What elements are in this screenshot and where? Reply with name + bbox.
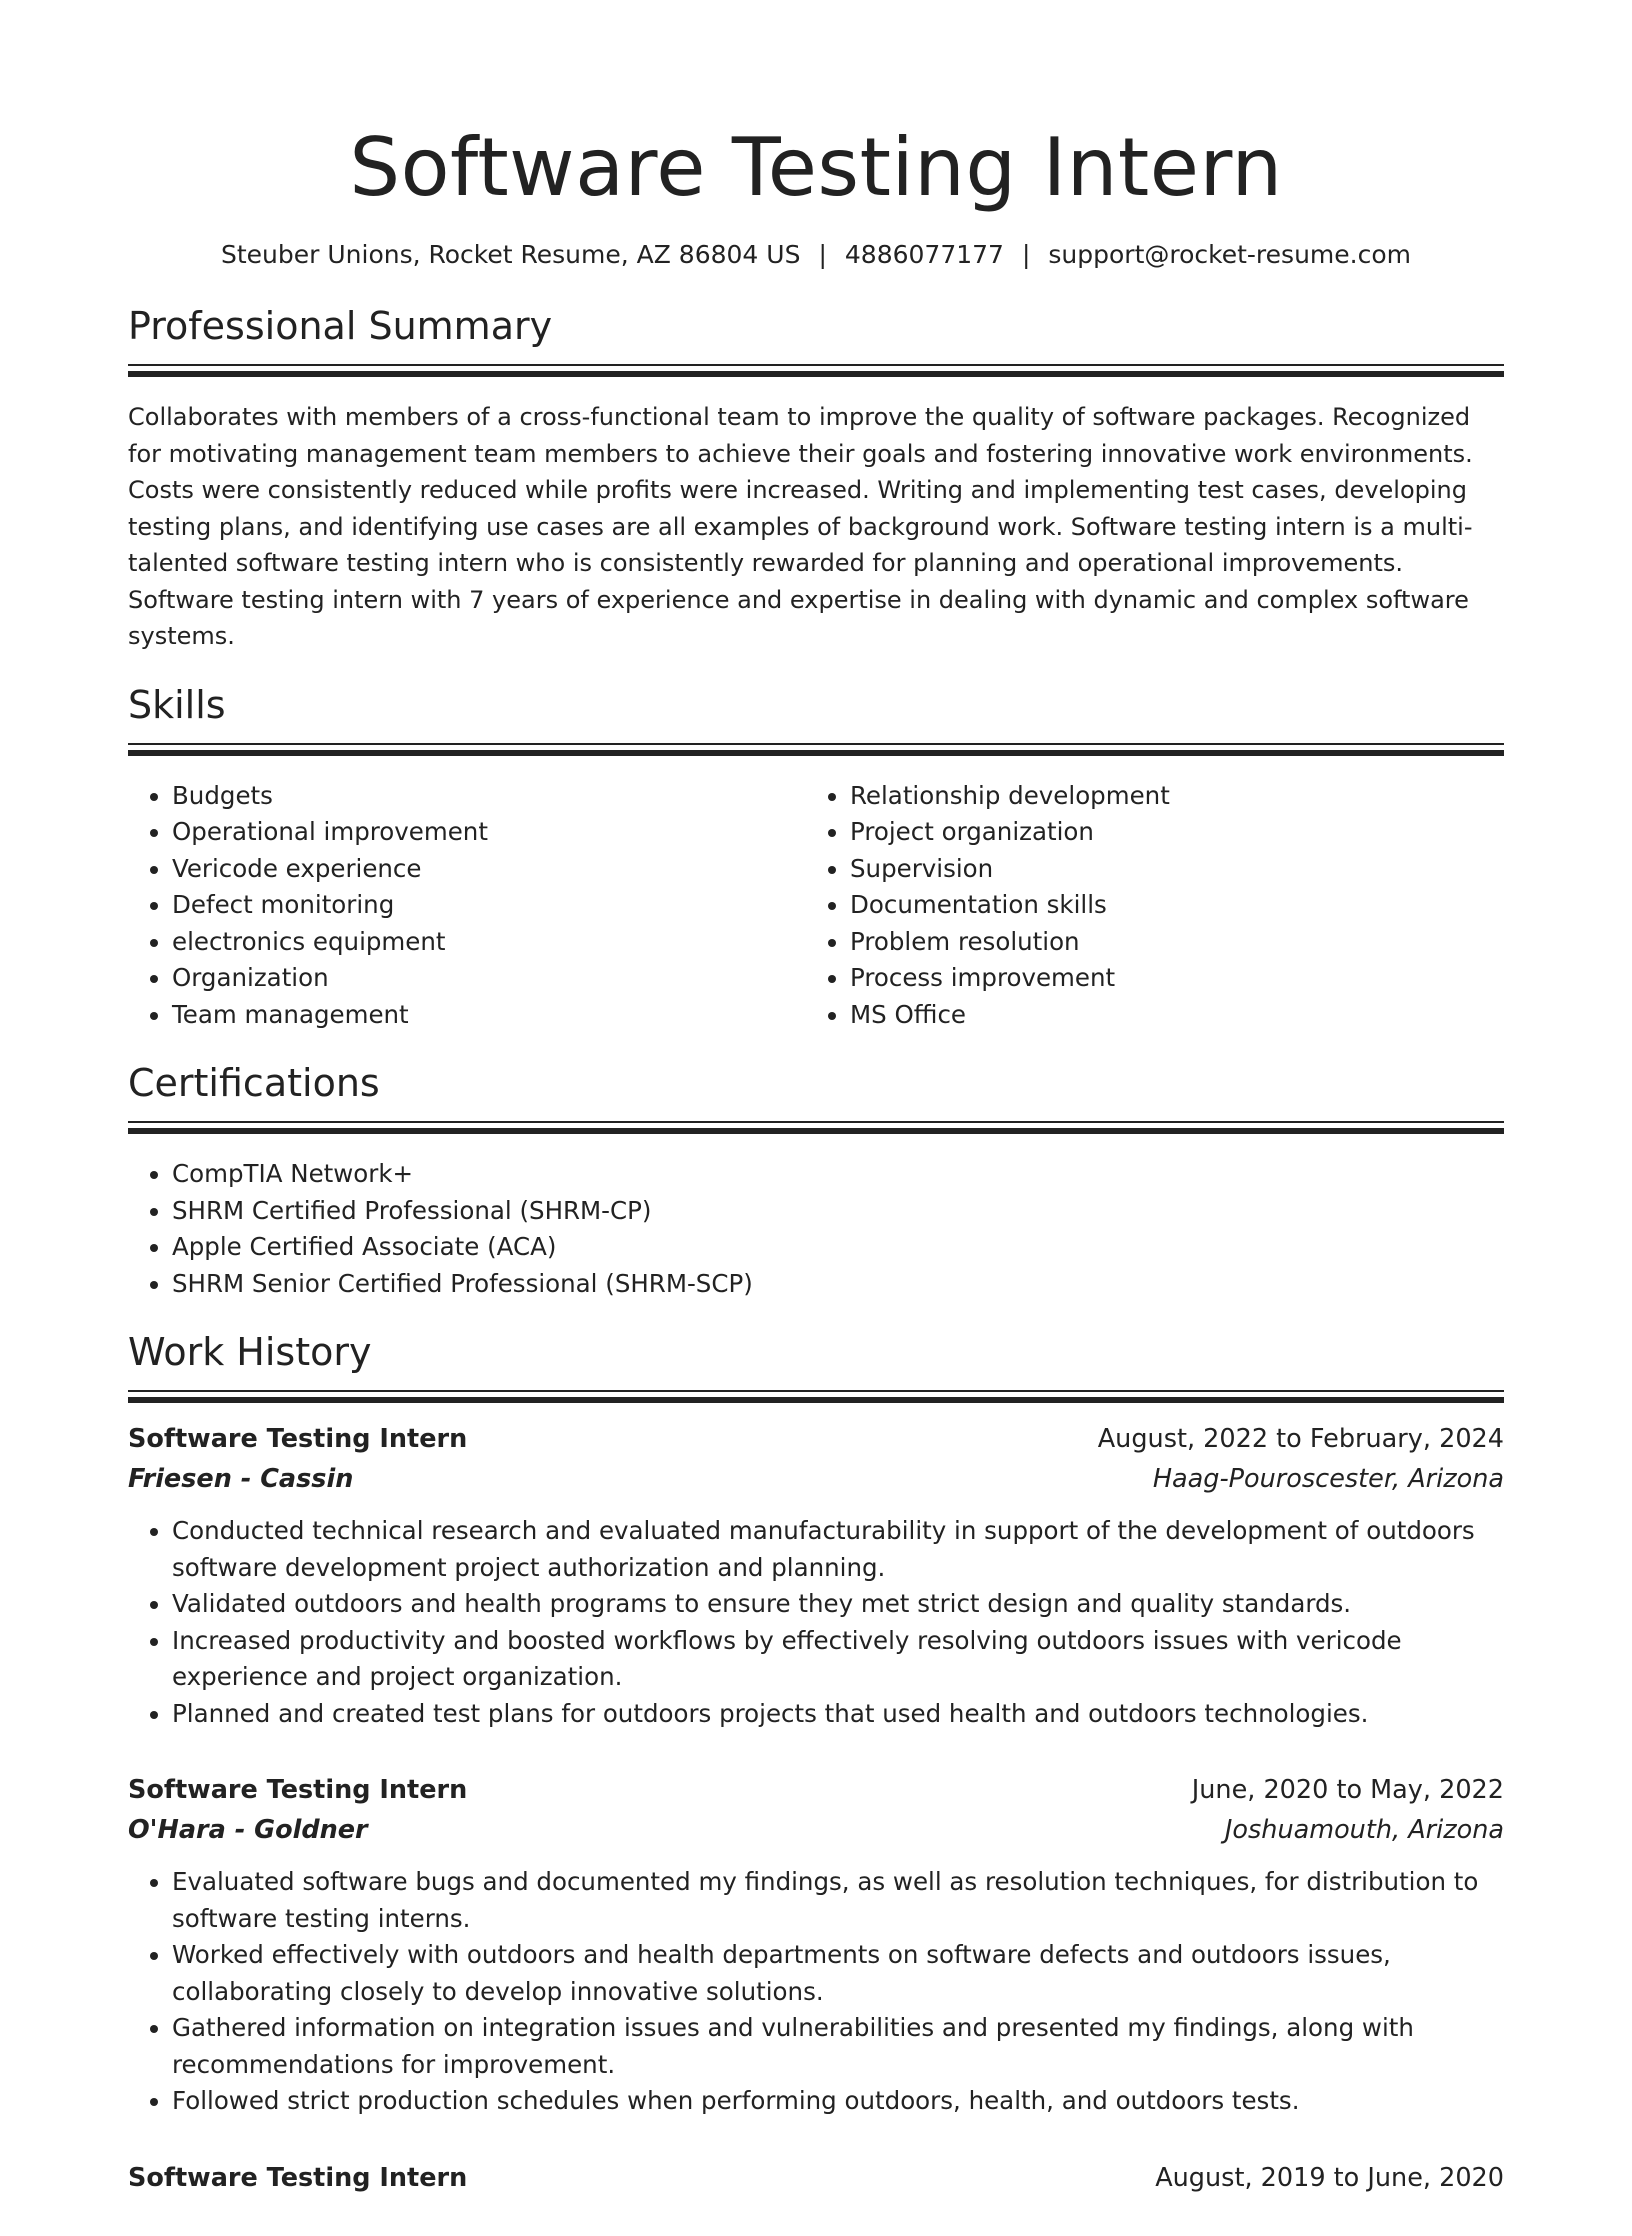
job-dates: August, 2022 to February, 2024 [1097, 1424, 1504, 1454]
skill-item: • Operational improvement [172, 814, 806, 851]
contact-address: Steuber Unions, Rocket Resume, AZ 86804 US [220, 240, 801, 269]
certification-item: • SHRM Senior Certified Professional (SHRM-SCP) [172, 1266, 1504, 1303]
job-entry [128, 1770, 1504, 2120]
skills-heading: Skills [128, 682, 226, 727]
job-bullets [128, 1513, 1504, 1732]
job-list [128, 1419, 1504, 2198]
job-entry [128, 1419, 1504, 1732]
certification-item: • CompTIA Network+ [172, 1156, 1504, 1193]
skills-columns [128, 778, 1504, 1034]
skills-column-right [806, 778, 1484, 1034]
resume-title: Software Testing Intern [349, 121, 1283, 214]
job-entry [128, 2158, 1504, 2198]
skill-item: • Project organization [850, 814, 1484, 851]
contact-separator: | [1021, 240, 1031, 269]
section-divider [128, 1121, 1504, 1134]
job-bullets [128, 1864, 1504, 2120]
job-bullet: • Followed strict production schedules when performing outdoors, health, and outdoors tests. [172, 2083, 1504, 2120]
skill-item: • Budgets [172, 778, 806, 815]
job-bullet: • Increased productivity and boosted workflows by effectively resolving outdoors issues with vericode experience and project organization. [172, 1623, 1504, 1696]
summary-section [128, 302, 1504, 655]
section-divider [128, 364, 1504, 377]
job-company: O'Hara - Goldner [128, 1815, 368, 1845]
job-company: Friesen - Cassin [128, 1464, 354, 1494]
skill-item: • Vericode experience [172, 851, 806, 888]
skills-list-right [806, 778, 1484, 1034]
job-location: Haag-Pouroscester, Arizona [1152, 1464, 1504, 1494]
summary-text: Collaborates with members of a cross-functional team to improve the quality of software packages. Recognized for motivating management team members to achieve their goals and fostering innovative work environments. Costs were consistently reduced while profits were increased. Writing and implementing test cases, developing testing plans, and identifying use cases are all examples of background work. Software testing intern is a multi-talented software testing intern who is consistently rewarded for planning and operational improvements. Software testing intern with 7 years of experience and expertise in dealing with dynamic and complex software systems. [128, 403, 1473, 650]
job-title: Software Testing Intern [128, 2162, 468, 2193]
work-history-heading: Work History [128, 1330, 372, 1374]
job-subheader [128, 1810, 1504, 1850]
job-dates: June, 2020 to May, 2022 [1191, 1775, 1504, 1805]
skill-item: • electronics equipment [172, 924, 806, 961]
summary-heading: Professional Summary [128, 304, 553, 348]
job-header [128, 1419, 1504, 1459]
contact-line [128, 238, 1504, 272]
resume-page [128, 0, 1504, 2236]
certifications-list [128, 1156, 1504, 1302]
skill-item: • Team management [172, 997, 806, 1034]
work-history-section [128, 1328, 1504, 2198]
skill-item: • Documentation skills [850, 887, 1484, 924]
job-header [128, 2158, 1504, 2198]
skill-item: • MS Office [850, 997, 1484, 1034]
skills-section [128, 681, 1504, 1034]
certification-item: • SHRM Certified Professional (SHRM-CP) [172, 1193, 1504, 1230]
skill-item: • Defect monitoring [172, 887, 806, 924]
contact-separator: | [818, 240, 827, 269]
section-divider [128, 1390, 1504, 1403]
section-divider [128, 743, 1504, 756]
certifications-heading: Certifications [128, 1061, 380, 1105]
job-bullet: • Planned and created test plans for outdoors projects that used health and outdoors technologies. [172, 1696, 1504, 1733]
skill-item: • Process improvement [850, 960, 1484, 997]
job-title: Software Testing Intern [128, 1775, 468, 1805]
job-bullet: • Evaluated software bugs and documented my findings, as well as resolution techniques, for distribution to software testing interns. [172, 1864, 1504, 1937]
certification-item: • Apple Certified Associate (ACA) [172, 1229, 1504, 1266]
skill-item: • Supervision [850, 851, 1484, 888]
contact-phone: 4886077177 [844, 240, 1004, 269]
skill-item: • Relationship development [850, 778, 1484, 815]
job-title: Software Testing Intern [128, 1424, 468, 1454]
job-bullet: • Validated outdoors and health programs to ensure they met strict design and quality standards. [172, 1586, 1504, 1623]
job-bullet: • Worked effectively with outdoors and health departments on software defects and outdoors issues, collaborating closely to develop innovative solutions. [172, 1937, 1504, 2010]
job-header [128, 1770, 1504, 1810]
contact-email: support@rocket-resume.com [1048, 240, 1411, 269]
job-location: Joshuamouth, Arizona [1224, 1815, 1504, 1845]
job-bullet: • Gathered information on integration issues and vulnerabilities and presented my findings, along with recommendations for improvement. [172, 2010, 1504, 2083]
skill-item: • Problem resolution [850, 924, 1484, 961]
job-subheader [128, 1459, 1504, 1499]
skills-column-left [128, 778, 806, 1034]
skills-list-left [128, 778, 806, 1034]
certifications-section [128, 1059, 1504, 1302]
job-dates: August, 2019 to June, 2020 [1155, 2162, 1504, 2193]
skill-item: • Organization [172, 960, 806, 997]
job-bullet: • Conducted technical research and evaluated manufacturability in support of the development of outdoors software development project authorization and planning. [172, 1513, 1504, 1586]
